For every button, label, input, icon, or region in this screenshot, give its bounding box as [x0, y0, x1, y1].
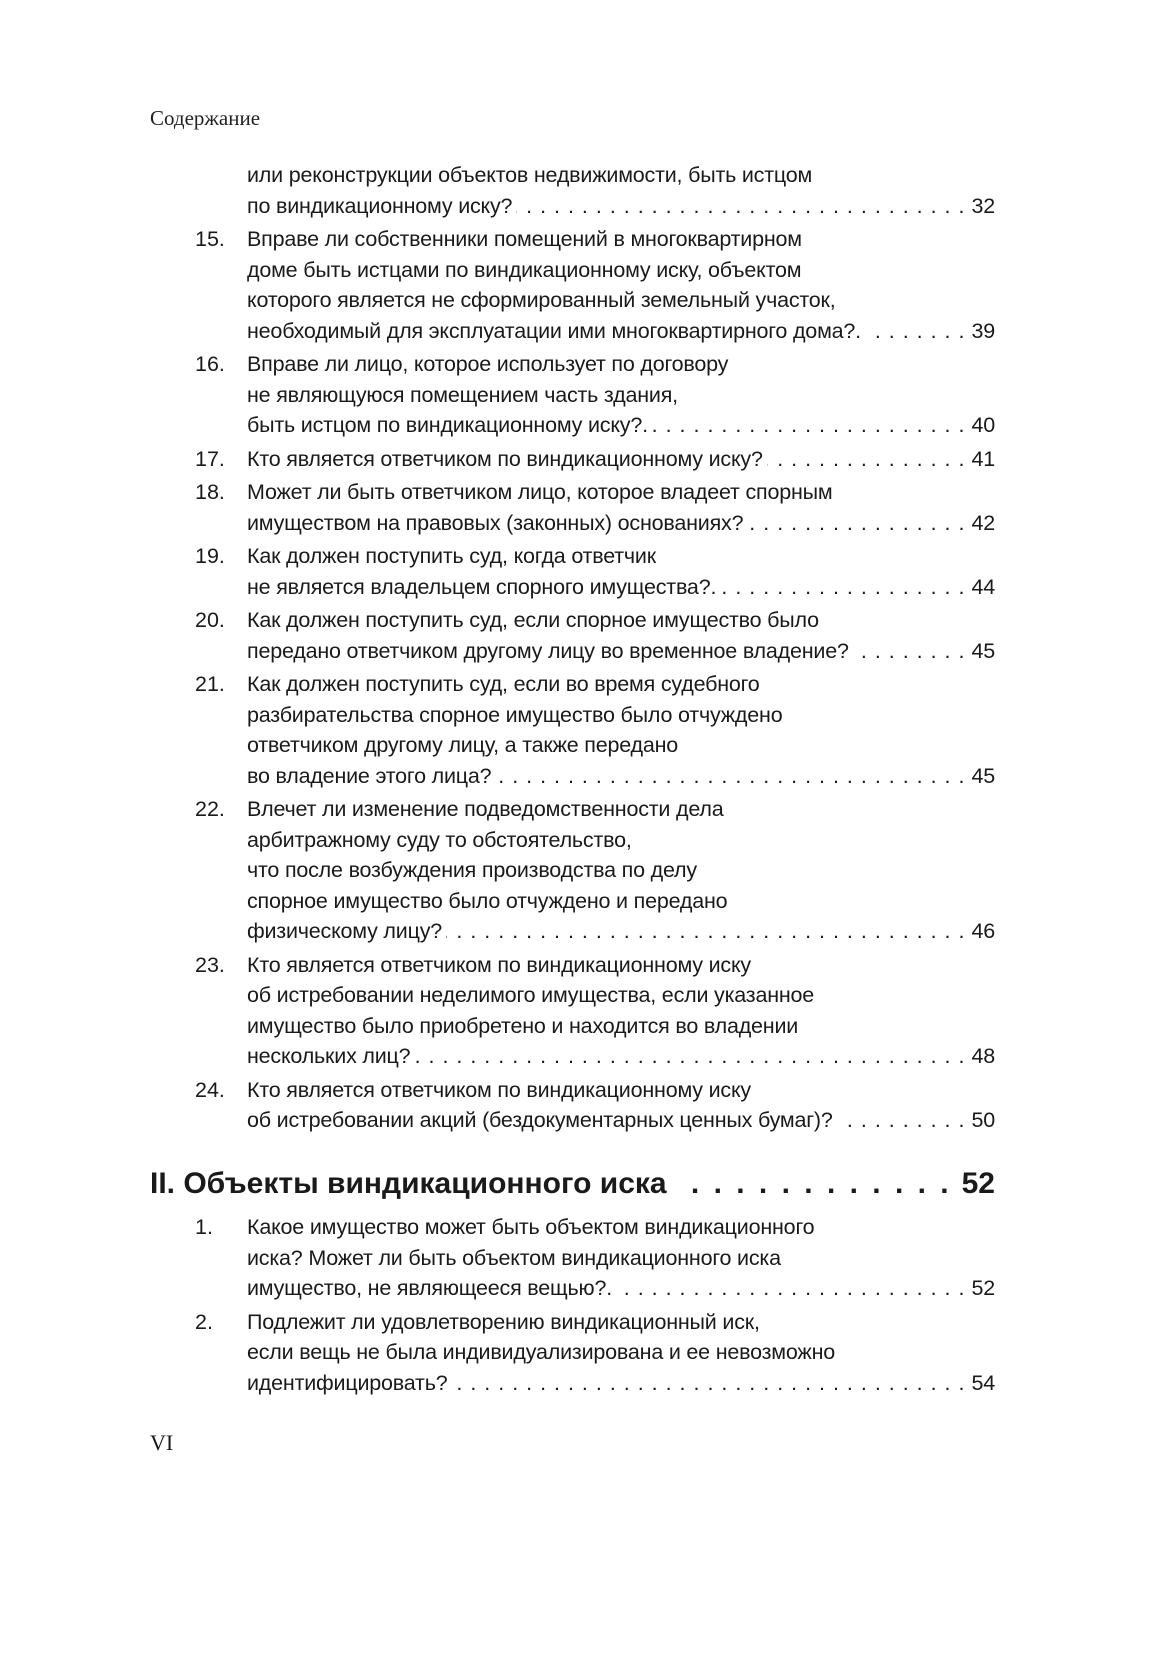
entry-page-number: 52 — [971, 1276, 995, 1300]
entry-line: передано ответчиком другому лицу во временное владение? — [247, 638, 849, 663]
dot-leader — [516, 191, 965, 222]
dot-leader — [495, 761, 965, 792]
entry-line: Какое имущество может быть объектом виндикационного — [247, 1215, 815, 1239]
entry-text — [247, 1212, 995, 1304]
entry-number: 22. — [195, 797, 225, 821]
section-heading[interactable] — [150, 1164, 995, 1204]
toc-entry[interactable] — [195, 477, 995, 538]
entry-line: по виндикационному иску? — [247, 193, 513, 218]
entry-line: не является владельцем спорного имущества?. — [247, 574, 717, 599]
entry-line: доме быть истцами по виндикационному иску, объектом — [247, 257, 802, 282]
entry-page-number: 54 — [971, 1370, 995, 1395]
entry-last-line — [247, 410, 995, 441]
entry-page-number: 39 — [971, 318, 995, 343]
entry-line: имущество, не являющееся вещью?. — [247, 1276, 612, 1300]
entry-page-number: 32 — [971, 193, 995, 218]
entry-line: во владение этого лица? — [247, 763, 492, 788]
toc-entry[interactable] — [195, 444, 995, 475]
entry-last-line — [247, 916, 995, 947]
entry-number: 15. — [195, 227, 225, 251]
entry-page-number: 48 — [971, 1044, 995, 1068]
entry-line: разбирательства спорное имущество было отчуждено — [247, 702, 783, 727]
entry-line: об истребовании акций (бездокументарных ценных бумаг)? — [247, 1108, 833, 1132]
toc-entry[interactable] — [195, 1075, 995, 1136]
entry-text — [247, 224, 995, 346]
entry-number: 24. — [195, 1077, 225, 1102]
dot-leader — [616, 1273, 966, 1304]
entry-text — [247, 160, 995, 221]
entry-line: что после возбуждения производства по делу — [247, 858, 697, 882]
dot-leader — [451, 1368, 965, 1399]
entry-line: Кто является ответчиком по виндикационному иску? — [247, 446, 763, 471]
entry-last-line — [247, 761, 995, 792]
entry-line: имуществом на правовых (законных) основаниях? — [247, 510, 744, 535]
section-title: II. Объекты виндикационного иска — [150, 1167, 667, 1200]
entry-last-line — [247, 444, 995, 475]
entry-line: спорное имущество было отчуждено и передано — [247, 888, 728, 913]
entry-line: Влечет ли изменение подведомственности дела — [247, 797, 724, 821]
entry-line: Вправе ли собственники помещений в многоквартирном — [247, 227, 802, 251]
toc-entry[interactable] — [195, 160, 995, 221]
entry-last-line — [247, 572, 995, 603]
entry-text — [247, 444, 995, 475]
entry-line: Кто является ответчиком по виндикационному иску — [247, 1077, 751, 1102]
dot-leader — [837, 1105, 966, 1136]
toc-list — [195, 160, 995, 1139]
entry-page-number: 40 — [971, 413, 995, 437]
entry-page-number: 45 — [971, 763, 995, 788]
entry-line: Может ли быть ответчиком лицо, которое владеет спорным — [247, 480, 833, 504]
entry-last-line — [247, 316, 995, 347]
entry-line: арбитражному суду то обстоятельство, — [247, 827, 632, 852]
entry-line: Подлежит ли удовлетворению виндикационный иск, — [247, 1309, 760, 1334]
dot-leader — [446, 916, 965, 947]
entry-number: 2. — [195, 1309, 213, 1334]
entry-line: Как должен поступить суд, когда ответчик — [247, 544, 656, 568]
toc-entry[interactable] — [195, 1212, 995, 1304]
entry-page-number: 41 — [971, 446, 995, 471]
entry-page-number: 42 — [971, 510, 995, 535]
entry-line: не являющуюся помещением часть здания, — [247, 382, 678, 407]
entry-last-line — [247, 1041, 995, 1072]
dot-leader — [677, 1164, 952, 1204]
toc-entry[interactable] — [195, 950, 995, 1072]
entry-text — [247, 1075, 995, 1136]
entry-text — [247, 605, 995, 666]
entry-line: быть истцом по виндикационному иску?. — [247, 413, 648, 437]
toc-list — [195, 1212, 995, 1401]
entry-line: Как должен поступить суд, если во время судебного — [247, 672, 760, 696]
entry-number: 19. — [195, 544, 225, 568]
entry-last-line — [247, 508, 995, 539]
entry-line: об истребовании неделимого имущества, если указанное — [247, 983, 815, 1007]
toc-entry[interactable] — [195, 605, 995, 666]
dot-leader — [865, 316, 966, 347]
entry-line: необходимый для эксплуатации ими многоквартирного дома?. — [247, 318, 861, 343]
entry-number: 18. — [195, 480, 225, 504]
entry-line: Вправе ли лицо, которое использует по договору — [247, 352, 729, 376]
entry-text — [247, 477, 995, 538]
entry-page-number: 45 — [971, 638, 995, 663]
entry-page-number: 50 — [971, 1108, 995, 1132]
page-folio: VI — [150, 1430, 174, 1455]
entry-text — [247, 669, 995, 791]
entry-line: имущество было приобретено и находится во владении — [247, 1013, 799, 1038]
entry-line: ответчиком другому лицу, а также передано — [247, 733, 679, 757]
entry-text — [247, 541, 995, 602]
entry-line: если вещь не была индивидуализирована и ее невозможно — [247, 1340, 836, 1364]
entry-text — [247, 349, 995, 441]
toc-entry[interactable] — [195, 541, 995, 602]
section-page-number: 52 — [961, 1167, 995, 1200]
dot-leader — [414, 1041, 965, 1072]
toc-entry[interactable] — [195, 669, 995, 791]
toc-entry[interactable] — [195, 224, 995, 346]
entry-number: 20. — [195, 608, 225, 632]
entry-number: 23. — [195, 952, 225, 977]
running-head: Содержание — [150, 106, 261, 130]
dot-leader — [652, 410, 966, 441]
entry-last-line — [247, 636, 995, 667]
dot-leader — [720, 572, 965, 603]
entry-number: 16. — [195, 352, 225, 376]
entry-line: Кто является ответчиком по виндикационному иску — [247, 952, 751, 977]
entry-line: физическому лицу? — [247, 919, 443, 943]
entry-line: идентифицировать? — [247, 1370, 448, 1395]
entry-line: или реконструкции объектов недвижимости, быть истцом — [247, 163, 813, 187]
entry-text — [247, 794, 995, 947]
dot-leader — [747, 508, 965, 539]
entry-number: 1. — [195, 1215, 213, 1239]
toc-entry[interactable] — [195, 794, 995, 947]
entry-number: 17. — [195, 446, 225, 471]
entry-page-number: 46 — [971, 919, 995, 943]
entry-line: иска? Может ли быть объектом виндикационного иска — [247, 1245, 781, 1270]
entry-last-line — [247, 1105, 995, 1136]
entry-line: которого является не сформированный земельный участок, — [247, 288, 836, 312]
toc-entry[interactable] — [195, 1307, 995, 1399]
dot-leader — [853, 636, 966, 667]
entry-last-line — [247, 1273, 995, 1304]
toc-entry[interactable] — [195, 349, 995, 441]
entry-text — [247, 1307, 995, 1399]
entry-line: Как должен поступить суд, если спорное имущество было — [247, 608, 819, 632]
entry-text — [247, 950, 995, 1072]
entry-line: нескольких лиц? — [247, 1044, 411, 1068]
entry-number: 21. — [195, 672, 225, 696]
entry-last-line — [247, 191, 995, 222]
entry-page-number: 44 — [971, 574, 995, 599]
dot-leader — [767, 444, 966, 475]
entry-number — [195, 160, 247, 221]
entry-last-line — [247, 1368, 995, 1399]
